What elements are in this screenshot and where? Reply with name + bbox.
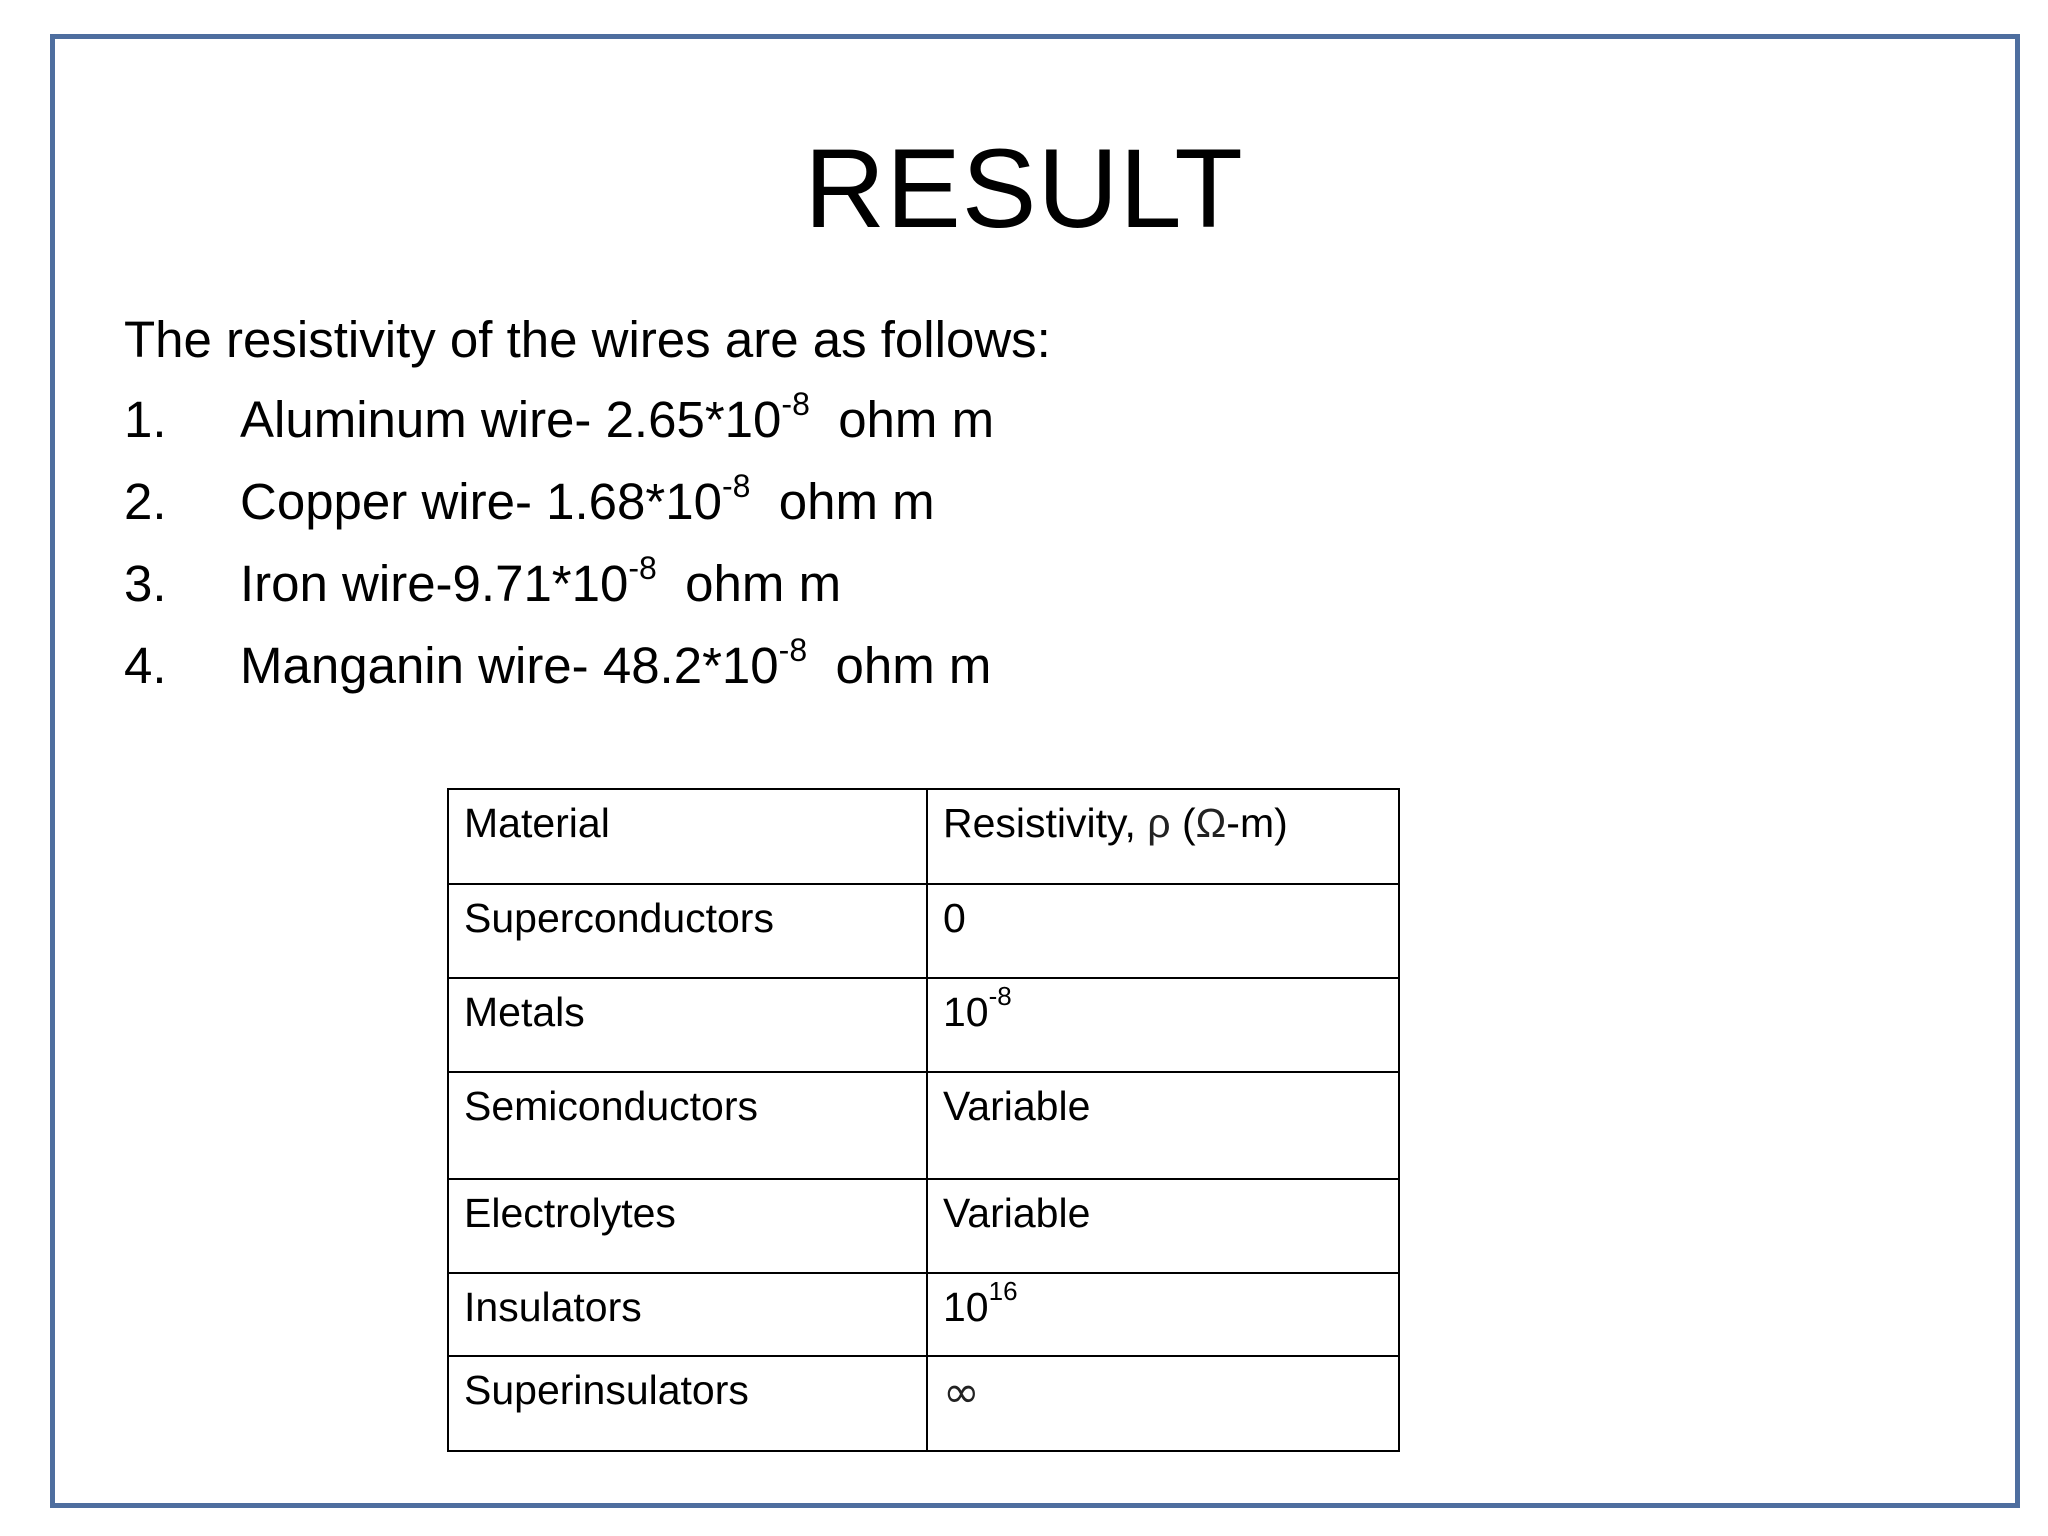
material-cell: Insulators — [448, 1273, 927, 1356]
header-cell-material: Material — [448, 789, 927, 884]
value-prefix: Manganin wire- 48.2*10 — [240, 637, 779, 694]
resistivity-cell — [927, 1273, 1399, 1356]
list-item-number: 4. — [124, 637, 167, 694]
unit: ohm m — [809, 391, 995, 448]
exponent: -8 — [628, 550, 657, 586]
resistivity-cell — [927, 978, 1399, 1072]
table-row — [448, 1273, 1399, 1356]
resistivity-value: 10 — [943, 989, 989, 1035]
omega-symbol: Ω — [1195, 800, 1227, 846]
unit: ohm m — [656, 555, 842, 612]
table-row — [448, 1072, 1399, 1179]
table-row — [448, 1179, 1399, 1273]
resistivity-cell — [927, 1072, 1399, 1179]
unit: ohm m — [807, 637, 992, 694]
list-item-number: 3. — [124, 555, 167, 612]
material-cell: Superconductors — [448, 884, 927, 978]
resistivity-cell — [927, 1356, 1399, 1451]
infinity-symbol: ∞ — [943, 1367, 980, 1418]
value-prefix: Aluminum wire- 2.65*10 — [240, 391, 782, 448]
resistivity-cell — [927, 1179, 1399, 1273]
rho-symbol: ρ — [1147, 800, 1171, 846]
material-cell: Metals — [448, 978, 927, 1072]
list-item-text — [240, 552, 841, 616]
intro-text: The resistivity of the wires are as follows: — [124, 311, 1051, 368]
unit: ohm m — [750, 473, 935, 530]
list-item-text — [240, 388, 994, 452]
list-item-number: 1. — [124, 391, 167, 448]
exponent: -8 — [988, 981, 1012, 1012]
exponent: -8 — [781, 386, 810, 422]
value-prefix: Copper wire- 1.68*10 — [240, 473, 722, 530]
table-row — [448, 884, 1399, 978]
list-item-number: 2. — [124, 473, 167, 530]
unit-suffix: -m) — [1226, 800, 1288, 846]
table-row — [448, 1356, 1399, 1451]
table-header-row — [448, 789, 1399, 884]
resistivity-value: 0 — [943, 895, 966, 941]
exponent: 16 — [988, 1276, 1018, 1307]
exponent: -8 — [778, 632, 808, 668]
resistivity-table — [447, 788, 1400, 1452]
resistivity-cell — [927, 884, 1399, 978]
resistivity-value: 10 — [943, 1284, 989, 1330]
table-row — [448, 978, 1399, 1072]
list-item-text — [240, 634, 991, 698]
slide-title: RESULT — [804, 126, 1244, 251]
header-cell-resistivity — [927, 789, 1399, 884]
list-item-text — [240, 470, 935, 534]
material-cell: Superinsulators — [448, 1356, 927, 1451]
exponent: -8 — [721, 468, 751, 504]
open-paren: ( — [1170, 800, 1196, 846]
header-label: Resistivity, — [943, 800, 1148, 846]
resistivity-value: Variable — [943, 1190, 1091, 1236]
material-cell: Electrolytes — [448, 1179, 927, 1273]
value-prefix: Iron wire-9.71*10 — [240, 555, 629, 612]
resistivity-value: Variable — [943, 1083, 1091, 1129]
material-cell: Semiconductors — [448, 1072, 927, 1179]
